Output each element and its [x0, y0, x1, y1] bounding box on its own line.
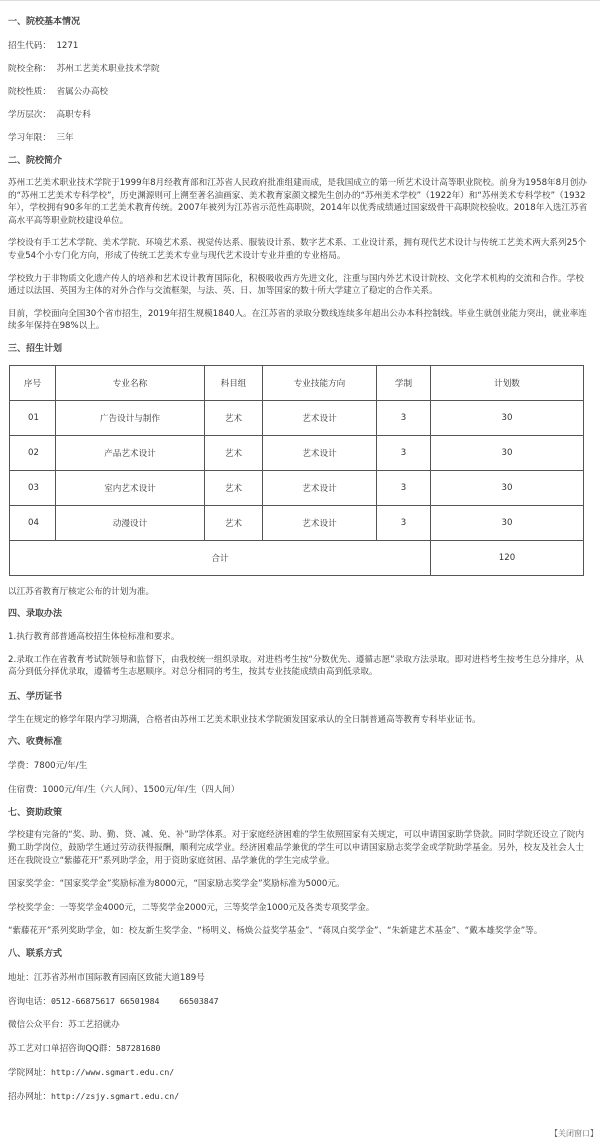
aid-wisteria-series: “紫藤花开”系列奖助学金，如：校友新生奖学金、“杨明义、杨焕公益奖学基金”、“蒋凤白奖学金”、“朱新建艺术基金”、“戴本雄奖学金”等。 — [8, 926, 543, 937]
total-label: 合计 — [10, 540, 431, 575]
intro-paragraph-2: 学校设有手工艺术学院、美术学院、环境艺术系、视觉传达系、服装设计系、数字艺术系、工业设计系，拥有现代艺术设计与传统工艺美术两大系列25个专业54个小专门化方向，形成了传统工艺美术专业与现代艺术设计专业并重的专业格局。 — [8, 238, 587, 261]
table-cell: 30 — [431, 400, 584, 435]
header-cell: 专业名称 — [56, 365, 205, 400]
table-row — [10, 400, 584, 435]
row-label: 院校性质： — [8, 87, 51, 97]
table-header-row — [10, 365, 584, 400]
table-cell: 艺术 — [205, 470, 263, 505]
lodging-fee: 住宿费：1000元/年/生（六人间）、1500元/年/生（四人间） — [8, 785, 240, 796]
intro-paragraph-3: 学校致力于非物质文化遗产传人的培养和艺术设计教育国际化，积极吸收西方先进文化，注重与国内外艺术设计院校、文化学术机构的交流和合作。学校通过以法国、英国为主体的对外合作与交流框架，与法、英、日、加等国家的数十所大学建立了稳定的合作关系。 — [8, 273, 584, 297]
contact-admissions-site — [8, 1090, 588, 1103]
tuition-fee: 学费：7800元/年/生 — [8, 761, 88, 772]
table-cell: 30 — [431, 505, 584, 540]
basic-row-nature — [8, 86, 588, 98]
website-label: 学院网址： — [8, 1067, 51, 1078]
contact-website — [8, 1066, 588, 1079]
row-label: 院校全称： — [8, 64, 51, 74]
website-link[interactable]: http://www.sgmart.edu.cn/ — [50, 1066, 175, 1077]
phone-value: 0512-66875617 66501984 66503847 — [50, 995, 219, 1006]
row-label: 学历层次： — [8, 110, 51, 120]
table-cell: 艺术设计 — [263, 400, 377, 435]
row-value: 省属公办高校 — [56, 87, 109, 97]
total-value: 120 — [431, 540, 584, 575]
table-cell: 3 — [377, 435, 431, 470]
table-cell: 04 — [10, 505, 56, 540]
section-certificate-title: 五、学历证书 — [8, 691, 63, 702]
table-cell: 室内艺术设计 — [56, 470, 205, 505]
close-window-link[interactable]: 【关闭窗口】 — [550, 1129, 598, 1138]
table-cell: 30 — [431, 435, 584, 470]
table-cell: 02 — [10, 435, 56, 470]
plan-note: 以江苏省教育厅核定公布的计划为准。 — [8, 586, 155, 597]
basic-row-level — [8, 109, 588, 121]
contact-phone — [8, 995, 588, 1008]
table-cell: 3 — [377, 470, 431, 505]
qq-value: 587281680 — [116, 1042, 161, 1053]
intro-paragraph-4: 目前，学校面向全国30个省市招生，2019年招生规模1840人。在江苏省的录取分数线连续多年超出公办本科控制线。毕业生就创业能力突出，就业率连续多年保持在98%以上。 — [8, 308, 587, 332]
header-cell: 计划数 — [431, 365, 584, 400]
header-cell: 专业技能方向 — [263, 365, 377, 400]
section-basic-title: 一、院校基本情况 — [8, 17, 81, 27]
section-fees-title: 六、收费标准 — [8, 737, 63, 748]
row-value: 高职专科 — [56, 110, 91, 120]
table-cell: 广告设计与制作 — [56, 400, 205, 435]
phone-label: 咨询电话： — [8, 996, 51, 1007]
admissions-site-link[interactable]: http://zsjy.sgmart.edu.cn/ — [50, 1090, 180, 1101]
table-cell: 3 — [377, 400, 431, 435]
article-body — [8, 0, 588, 1103]
row-value: 1271 — [56, 41, 79, 51]
basic-row-years — [8, 132, 588, 144]
table-row — [10, 505, 584, 540]
admissions-site-label: 招办网址： — [8, 1091, 51, 1102]
contact-qq — [8, 1042, 588, 1055]
row-value: 苏州工艺美术职业技术学院 — [56, 64, 160, 74]
table-row — [10, 435, 584, 470]
row-value: 三年 — [56, 133, 74, 143]
aid-school-scholarship: 学校奖学金：一等奖学金4000元，二等奖学金2000元，三等奖学金1000元及各类专项奖学金。 — [8, 902, 375, 913]
header-cell: 序号 — [10, 365, 56, 400]
table-cell: 艺术 — [205, 505, 263, 540]
table-cell: 艺术 — [205, 400, 263, 435]
table-cell: 艺术设计 — [263, 435, 377, 470]
table-cell: 产品艺术设计 — [56, 435, 205, 470]
table-cell: 3 — [377, 505, 431, 540]
qq-label: 苏工艺对口单招咨询QQ群： — [8, 1043, 117, 1054]
contact-wechat: 微信公众平台：苏工艺招就办 — [8, 1019, 120, 1030]
table-cell: 艺术设计 — [263, 505, 377, 540]
table-total-row — [10, 540, 584, 575]
admission-paragraph-1: 1.执行教育部普通高校招生体检标准和要求。 — [8, 631, 180, 642]
aid-paragraph-1: 学校建有完备的“奖、助、勤、贷、减、免、补”助学体系。对于家庭经济困难的学生依照国家有关规定，可以申请国家助学贷款。同时学院还设立了院内勤工助学岗位，鼓励学生通过劳动获得报酬，顺利完成学业。经济困难品学兼优的学生可以申请国家励志奖学金或学院助学基金。另外，校友及社会人士还在我院设立“紫藤花开”系列助学金，用于资助家庭贫困、品学兼优的学生完成学业。 — [8, 830, 585, 866]
table-cell: 03 — [10, 470, 56, 505]
intro-paragraph-1: 苏州工艺美术职业技术学院于1999年8月经教育部和江苏省人民政府批准组建而成，是我国成立的第一所艺术设计高等职业院校。前身为1958年8月创办的“苏州工艺美术专科学校”，历史渊源则可上溯至著名油画家、美术教育家颜文樑先生创办的“苏州美术学校”（1922年）和“苏州美术专科学校”（1932年），学校拥有90多年的工艺美术教育传统。2007年被列为江苏省示范性高职院，2014年以优秀成绩通过国家级骨干高职院校验收。2018年入选江苏省高水平高等职业院校建设单位。 — [8, 178, 588, 226]
section-admission-title: 四、录取办法 — [8, 608, 63, 619]
table-row — [10, 470, 584, 505]
table-cell: 艺术设计 — [263, 470, 377, 505]
table-cell: 艺术 — [205, 435, 263, 470]
enrollment-plan-table — [9, 365, 584, 576]
section-aid-title: 七、资助政策 — [8, 808, 63, 819]
row-label: 学习年限： — [8, 133, 51, 143]
row-label: 招生代码： — [8, 41, 51, 51]
section-contact-title: 八、联系方式 — [8, 948, 63, 959]
section-plan-title: 三、招生计划 — [8, 343, 63, 354]
admission-paragraph-2: 2.录取工作在省教育考试院领导和监督下，由我校统一组织录取。对进档考生按“分数优先、遵循志愿”录取方法录取。即对进档考生按考生总分排序，从高分到低分择优录取，遵循考生志愿顺序。对总分相同的考生，按其专业技能成绩由高到低录取。 — [8, 654, 584, 678]
table-cell: 01 — [10, 400, 56, 435]
table-cell: 动漫设计 — [56, 505, 205, 540]
basic-row-code — [8, 40, 588, 52]
aid-national-scholarship: 国家奖学金：“国家奖学金”奖励标准为8000元，“国家励志奖学金”奖励标准为5000元。 — [8, 879, 345, 890]
header-cell: 科目组 — [205, 365, 263, 400]
contact-address: 地址：江苏省苏州市国际教育园南区致能大道189号 — [8, 972, 205, 983]
basic-row-fullname — [8, 63, 588, 75]
header-cell: 学制 — [377, 365, 431, 400]
section-intro-title: 二、院校简介 — [8, 156, 63, 166]
table-cell: 30 — [431, 470, 584, 505]
certificate-paragraph: 学生在规定的修学年限内学习期满，合格者由苏州工艺美术职业技术学院颁发国家承认的全日制普通高等教育专科毕业证书。 — [8, 714, 481, 725]
